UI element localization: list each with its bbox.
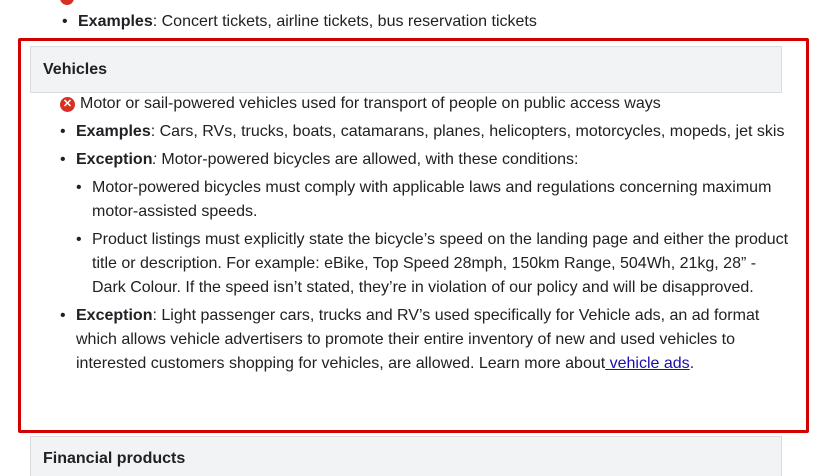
- period: .: [689, 355, 695, 372]
- exception-label: Exception: [76, 307, 153, 324]
- bullet: •: [60, 307, 66, 324]
- previous-item-clipped: [60, 0, 800, 10]
- restriction-text: Motor or sail-powered vehicles used for transport of people on public access ways: [80, 95, 661, 112]
- error-icon: [60, 0, 74, 5]
- examples-text: : Cars, RVs, trucks, boats, catamarans, planes, helicopters, motorcycles, mopeds, jet skis: [150, 123, 785, 140]
- examples-label: Examples: [78, 13, 153, 30]
- examples-label: Examples: [76, 123, 151, 140]
- vehicle-ads-link[interactable]: vehicle ads: [605, 355, 690, 372]
- previous-examples-row: [62, 10, 802, 34]
- exception-text: : Light passenger cars, trucks and RV’s used specifically for Vehicle ads, an ad format which allows vehicle advertisers to promote their entire inventory of new and used vehicles to interested customers shopping for vehicles, are allowed. Learn more about: [76, 307, 760, 372]
- financial-products-section-header[interactable]: [30, 436, 782, 476]
- previous-restriction-row: [60, 0, 800, 10]
- section-title: Vehicles: [43, 60, 108, 78]
- exception-label: Exception: [76, 151, 153, 168]
- bullet: •: [60, 151, 66, 168]
- exception-colon: :: [152, 151, 157, 168]
- highlight-box: [18, 38, 809, 433]
- exception-text: Motor-powered bicycles are allowed, with these conditions:: [156, 151, 579, 168]
- error-x-icon: ✕: [60, 97, 75, 112]
- condition-text: Motor-powered bicycles must comply with applicable laws and regulations concerning maximum motor-assisted speeds.: [92, 179, 772, 220]
- bullet: •: [76, 179, 82, 196]
- bullet: •: [76, 231, 82, 248]
- bullet: •: [62, 13, 68, 30]
- condition-text: Product listings must explicitly state the bicycle’s speed on the landing page and either the product title or description. For example: eBike, Top Speed 28mph, 150km Range, 504Wh, 21kg, 28” - Dark Colour. If the speed isn’t stated, they’re in violation of our policy and will be disapproved.: [92, 231, 789, 296]
- examples-text: : Concert tickets, airline tickets, bus reservation tickets: [152, 13, 537, 30]
- bullet: •: [60, 123, 66, 140]
- section-title: Financial products: [43, 449, 186, 467]
